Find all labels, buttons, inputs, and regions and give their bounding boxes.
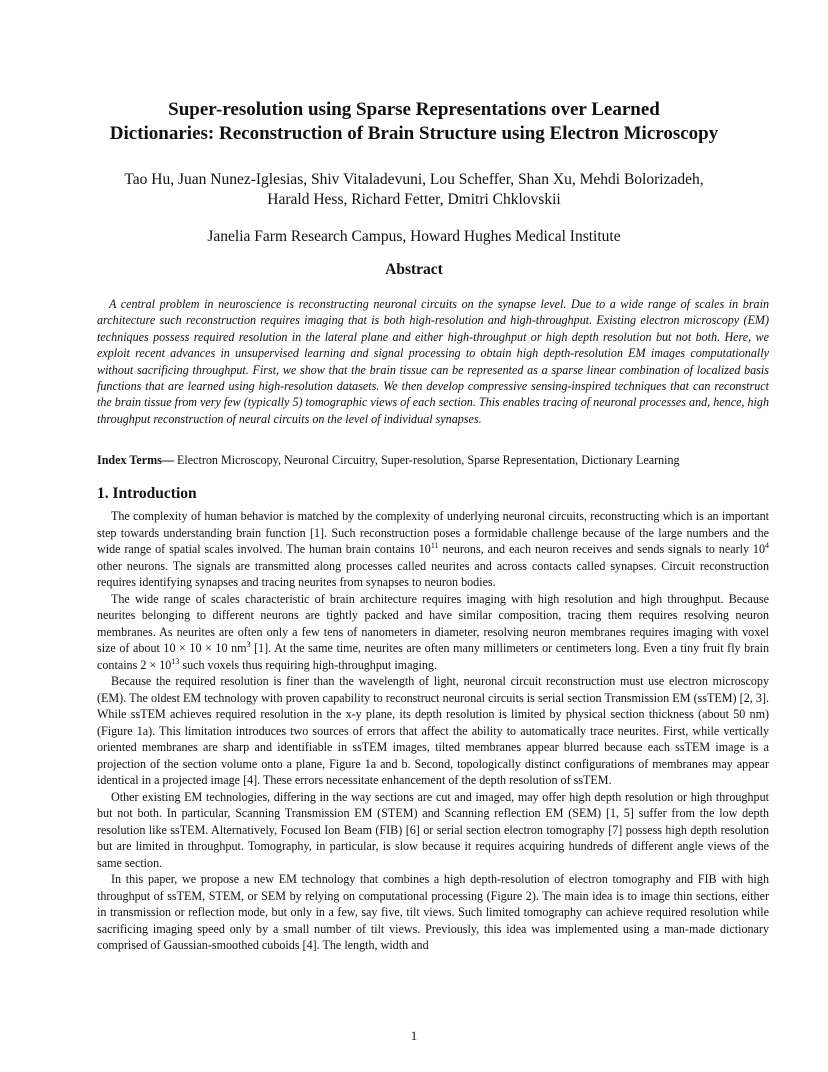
paragraph-4: Other existing EM technologies, differing in the way sections are cut and imaged, may offer high depth resolution or high throughput but not both. In particular, Scanning Transmission EM (STEM) and Scanning reflection EM (SEM) [1, 5] suffer from the low depth resolution like ssTEM. Alternatively, Focused Ion Beam (FIB) [6] or serial section electron tomography [7] possess high depth resolution but are limited in throughput. Tomography, in particular, is slow because it requires acquiring hundreds of different angle views of the same section. xyxy=(97,789,769,870)
introduction-body xyxy=(97,508,769,954)
paragraph-5: In this paper, we propose a new EM technology that combines a high depth-resolution of electron tomography and FIB with high throughput of ssTEM, STEM, or SEM by relying on computational processing (Figure 2). The main idea is to image thin sections, either in transmission or reflection mode, but only in a few, say five, tilt views. Such limited tomography can achieve required resolution while sacrificing imaging speed only by a small number of tilt views. Previously, this idea was implemented using a man-made dictionary comprised of Gaussian-smoothed cuboids [4]. The length, width and xyxy=(97,872,769,952)
section-heading-introduction: 1. Introduction xyxy=(97,485,197,502)
paragraph-3: Because the required resolution is finer than the wavelength of light, neuronal circuit reconstruction must use electron microscopy (EM). The oldest EM technology with proven capability to reconstruct neuronal circuits is serial section Transmission EM (ssTEM) [2, 3]. While ssTEM achieves required resolution in the x-y plane, its depth resolution is limited by physical section thickness (about 50 nm) (Figure 1a). This limitation introduces two sources of errors that affect the ability to automatically trace neurites. First, while vertically oriented membranes are sharp and identifiable in ssTEM images, tilted membranes appear blurred because each ssTEM image is a projection of the section volume onto a plane, Figure 1a and b. Second, topologically distinct configurations of membranes may appear identical in a projected image [4]. These errors necessitate enhancement of the depth resolution of ssTEM. xyxy=(97,674,769,787)
paragraph-1-text-b: neurons, and each neuron receives and sends signals to nearly 10 xyxy=(438,542,765,556)
index-terms-list: Electron Microscopy, Neuronal Circuitry, Super-resolution, Sparse Representation, Dictionary Learning xyxy=(173,453,680,467)
paper-title xyxy=(60,98,768,146)
title-line-1: Super-resolution using Sparse Representations over Learned xyxy=(168,99,660,120)
index-terms xyxy=(97,452,769,468)
superscript: 3 xyxy=(246,640,251,649)
superscript: 4 xyxy=(765,541,769,550)
affiliation: Janelia Farm Research Campus, Howard Hughes Medical Institute xyxy=(207,228,621,245)
paragraph-1-text-a: The complexity of human behavior is matched by the complexity of underlying neuronal circuits, reconstructing which is an important step towards understanding brain function [1]. Such reconstruction poses a formidable challenge because of the large numbers and the wide range of spatial scales involved. The human brain contains 10 xyxy=(97,509,769,556)
paragraph-2-text-c: such voxels thus requiring high-throughput imaging. xyxy=(179,657,437,672)
superscript: 13 xyxy=(171,656,180,666)
paragraph-1 xyxy=(97,508,769,591)
paragraph-1-text-c: other neurons. The signals are transmitted along processes called neurites and across contacts called synapses. Circuit reconstruction requires identifying synapses and tracing neurites from synapses to neuron bodies. xyxy=(97,558,769,589)
authors-line-2: Harald Hess, Richard Fetter, Dmitri Chklovskii xyxy=(267,191,561,208)
title-line-2: Dictionaries: Reconstruction of Brain Structure using Electron Microscopy xyxy=(109,123,719,144)
paragraph-2 xyxy=(97,591,769,674)
abstract-text: A central problem in neuroscience is reconstructing neuronal circuits on the synapse level. Due to a wide range of scales in brain architecture such reconstruction requires imaging that is both high-resolution and high-throughput. Existing electron microscopy (EM) techniques possess required resolution in the lateral plane and either high-throughput or high depth resolution but not both. Here, we exploit recent advances in unsupervised learning and signal processing to obtain high depth-resolution EM images computationally without sacrificing throughput. First, we show that the brain tissue can be represented as a sparse linear combination of localized basis functions that are learned using high-resolution datasets. We then develop compressive sensing-inspired techniques that can reconstruct the brain tissue from very few (typically 5) tomographic views of each section. This enables tracing of neuronal processes and, hence, high throughput reconstruction of neural circuits on the level of individual synapses. xyxy=(97,297,769,426)
paragraph-2-text-a: The wide range of scales characteristic of brain architecture requires imaging with high resolution and high throughput. Because neurites belonging to different neurons are tightly packed and have similar composition, tracing them requires resolving neuron membranes. As neurites are often only a few tens of nanometers in diameter, resolving neuron membranes requires imaging with voxel size of about 10 × 10 × 10 nm xyxy=(97,591,769,655)
paragraph-2-text-b: [1]. At the same time, neurites are often many millimeters or centimeters long. Even a tiny fruit fly brain contains 2 × 10 xyxy=(97,641,769,672)
page-number: 1 xyxy=(410,1029,418,1043)
authors-line-1: Tao Hu, Juan Nunez-Iglesias, Shiv Vitaladevuni, Lou Scheffer, Shan Xu, Mehdi Bolorizadeh, xyxy=(124,171,704,188)
index-terms-label: Index Terms— xyxy=(97,453,174,467)
abstract-heading: Abstract xyxy=(385,261,443,278)
superscript: 11 xyxy=(430,541,439,550)
author-list xyxy=(60,170,768,210)
